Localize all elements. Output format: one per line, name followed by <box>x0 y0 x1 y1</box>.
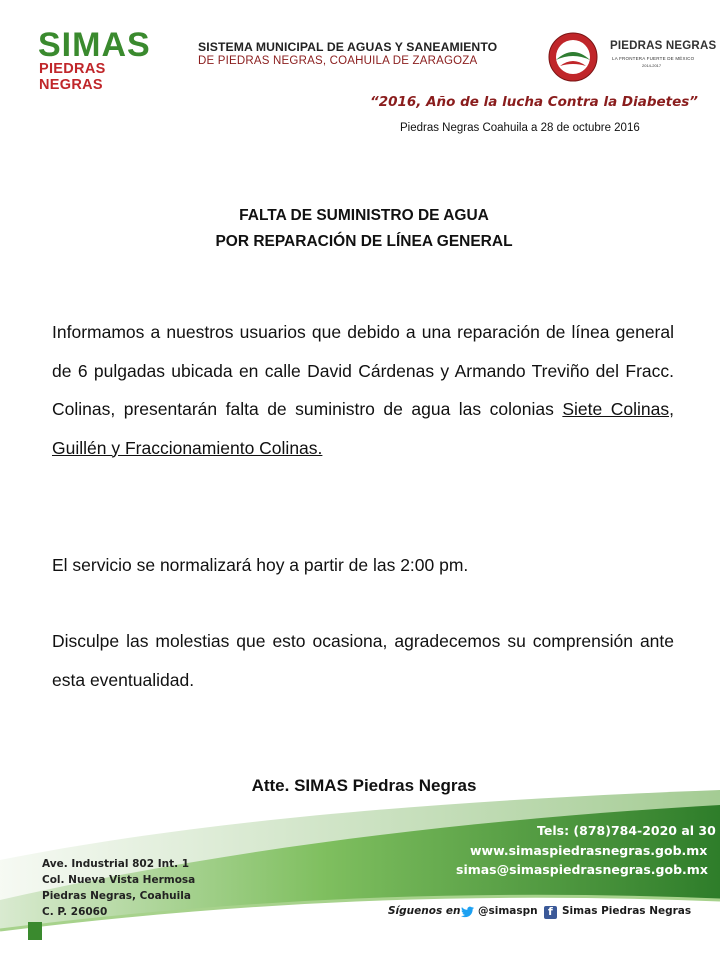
notice-paragraph-1 <box>52 313 674 467</box>
org-title: SISTEMA MUNICIPAL DE AGUAS Y SANEAMIENTO <box>198 40 498 54</box>
twitter-handle[interactable]: @simaspn <box>478 905 538 917</box>
affected-colonies: Siete Colinas, Guillén y Fraccionamiento Colinas. <box>52 399 674 458</box>
city-logo-title: PIEDRAS NEGRAS <box>610 40 717 52</box>
signature: Atte. SIMAS Piedras Negras <box>251 776 477 795</box>
notice-paragraph-3: Disculpe las molestias que esto ocasiona, agradecemos su comprensión ante esta eventualidad. <box>52 631 674 690</box>
address-line-1: Ave. Industrial 802 Int. 1 <box>42 858 190 870</box>
follow-label: Síguenos en <box>388 905 461 917</box>
facebook-icon[interactable]: f <box>544 906 557 919</box>
notice-title-line1: FALTA DE SUMINISTRO DE AGUA <box>239 207 489 224</box>
address-line-4: C. P. 26060 <box>42 906 108 918</box>
simas-logo <box>36 26 172 93</box>
address-line-2: Col. Nueva Vista Hermosa <box>42 874 196 886</box>
city-logo-years: 2014-2017 <box>642 63 662 68</box>
twitter-icon[interactable] <box>461 906 474 918</box>
simas-logo-word: SIMAS <box>38 26 151 64</box>
phone-number: Tels: (878)784-2020 al 30 <box>537 823 716 838</box>
email-link[interactable]: simas@simaspiedrasnegras.gob.mx <box>456 862 708 877</box>
year-motto: “2016, Año de la lucha Contra la Diabetes” <box>370 94 699 110</box>
notice-title-line2: POR REPARACIÓN DE LÍNEA GENERAL <box>215 233 513 250</box>
website-link[interactable]: www.simaspiedrasnegras.gob.mx <box>470 843 708 858</box>
facebook-page-name[interactable]: Simas Piedras Negras <box>562 905 692 917</box>
piedras-negras-seal-icon <box>546 30 600 84</box>
paragraph-1-text: Informamos a nuestros usuarios que debido a una reparación de línea general de 6 pulgadas ubicada en calle David Cárdenas y Armando Treviño del Fracc. Colinas, presentarán falta de suministro de agua las colonias <box>52 322 674 419</box>
address-line-3: Piedras Negras, Coahuila <box>42 890 191 902</box>
notice-paragraph-2: El servicio se normalizará hoy a partir de las 2:00 pm. <box>52 555 469 575</box>
city-logo-slogan: LA FRONTERA FUERTE DE MÉXICO <box>612 56 695 61</box>
simas-logo-sub: PIEDRAS NEGRAS <box>39 61 106 93</box>
org-subtitle: DE PIEDRAS NEGRAS, COAHUILA DE ZARAGOZA <box>198 55 478 67</box>
dateline: Piedras Negras Coahuila a 28 de octubre 2016 <box>400 122 640 134</box>
